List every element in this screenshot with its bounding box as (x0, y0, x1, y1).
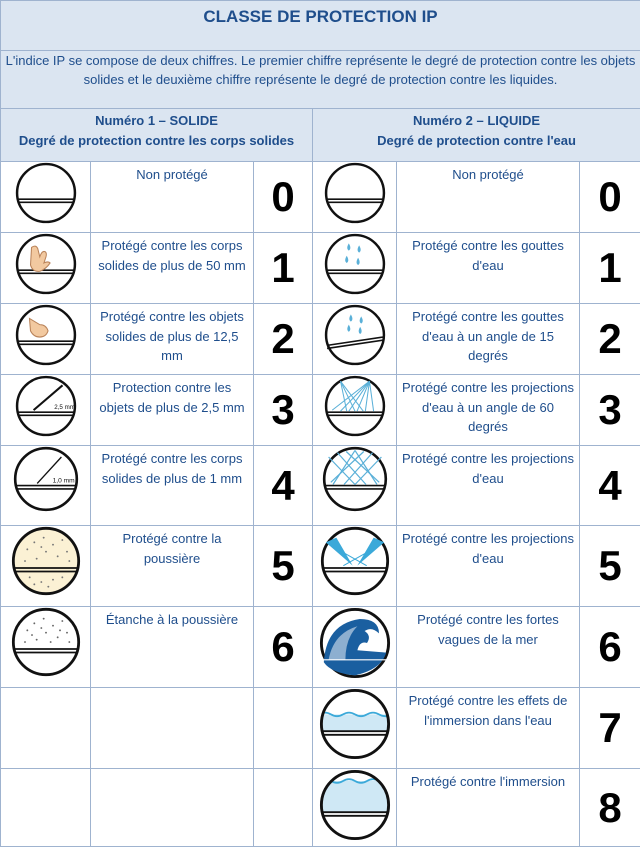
liquid-number: 0 (580, 162, 640, 233)
jets-icon (320, 526, 390, 596)
hand-icon (15, 233, 77, 295)
liquid-desc: Protégé contre les projections d'eau (397, 526, 580, 607)
dust-tight-icon (11, 607, 81, 677)
immersion-icon (319, 688, 391, 760)
solid-desc: Protégé contre les corps solides de plus de 1 mm (91, 446, 254, 526)
splash-icon (322, 446, 388, 512)
tool-2-5mm-icon (15, 375, 77, 437)
wire-size-label: 1,0 mm (52, 477, 75, 485)
liquid-number: 2 (580, 304, 640, 375)
table-row (1, 688, 640, 769)
liquid-desc: Protégé contre les projections d'eau à un angle de 60 degrés (397, 375, 580, 446)
liquid-number: 4 (580, 446, 640, 526)
liquid-desc: Protégé contre les projections d'eau (397, 446, 580, 526)
liquid-number: 1 (580, 233, 640, 304)
dust-protected-icon (11, 526, 81, 596)
liquid-number: 7 (580, 688, 640, 769)
liquid-number: 3 (580, 375, 640, 446)
solid-desc: Protection contre les objets de plus de 2,5 mm (91, 375, 254, 446)
empty-circle-icon (324, 162, 386, 224)
solid-desc: Protégé contre les corps solides de plus de 50 mm (91, 233, 254, 304)
angled-drops-icon (324, 304, 386, 366)
solid-desc: Protégé contre la poussière (91, 526, 254, 607)
submersion-icon (319, 769, 391, 841)
solid-desc: Non protégé (91, 162, 254, 233)
liquid-desc: Protégé contre l'immersion (397, 769, 580, 847)
solid-number: 2 (254, 304, 313, 375)
solid-desc: Étanche à la poussière (91, 607, 254, 688)
vertical-drops-icon (324, 233, 386, 295)
table-row (1, 526, 640, 607)
spray-60-icon (324, 375, 386, 437)
solid-number: 1 (254, 233, 313, 304)
liquid-number: 6 (580, 607, 640, 688)
liquid-number: 5 (580, 526, 640, 607)
wire-1-0mm-icon (13, 446, 79, 512)
table-row (1, 233, 640, 304)
table-row (1, 162, 640, 233)
empty-circle-icon (15, 162, 77, 224)
liquid-number: 8 (580, 769, 640, 847)
liquid-desc: Protégé contre les effets de l'immersion dans l'eau (397, 688, 580, 769)
solid-number: 5 (254, 526, 313, 607)
solid-number: 4 (254, 446, 313, 526)
solid-number: 0 (254, 162, 313, 233)
table-row (1, 375, 640, 446)
liquid-subheading: Degré de protection contre l'eau (377, 132, 576, 148)
page-title: CLASSE DE PROTECTION IP (1, 1, 640, 51)
solid-subheading: Degré de protection contre les corps solides (18, 132, 295, 148)
solid-number: 6 (254, 607, 313, 688)
liquid-heading: Numéro 2 – LIQUIDE (412, 113, 541, 128)
intro-text: L'indice IP se compose de deux chiffres. Le premier chiffre représente le degré de protection contre les objets solides et le deuxième chiffre représente le degré de protection contre les liquides. (1, 51, 640, 109)
table-row (1, 769, 640, 847)
liquid-header (313, 109, 640, 162)
solid-desc: Protégé contre les objets solides de plus de 12,5 mm (91, 304, 254, 375)
liquid-desc: Non protégé (397, 162, 580, 233)
tool-size-label: 2,5 mm (53, 404, 75, 412)
table-row (1, 446, 640, 526)
solid-number: 3 (254, 375, 313, 446)
table-row (1, 607, 640, 688)
table-row (1, 304, 640, 375)
wave-icon (319, 607, 391, 679)
liquid-desc: Protégé contre les gouttes d'eau (397, 233, 580, 304)
liquid-desc: Protégé contre les gouttes d'eau à un angle de 15 degrés (397, 304, 580, 375)
solid-heading: Numéro 1 – SOLIDE (95, 113, 218, 128)
liquid-desc: Protégé contre les fortes vagues de la mer (397, 607, 580, 688)
finger-icon (15, 304, 77, 366)
solid-header (1, 109, 313, 162)
